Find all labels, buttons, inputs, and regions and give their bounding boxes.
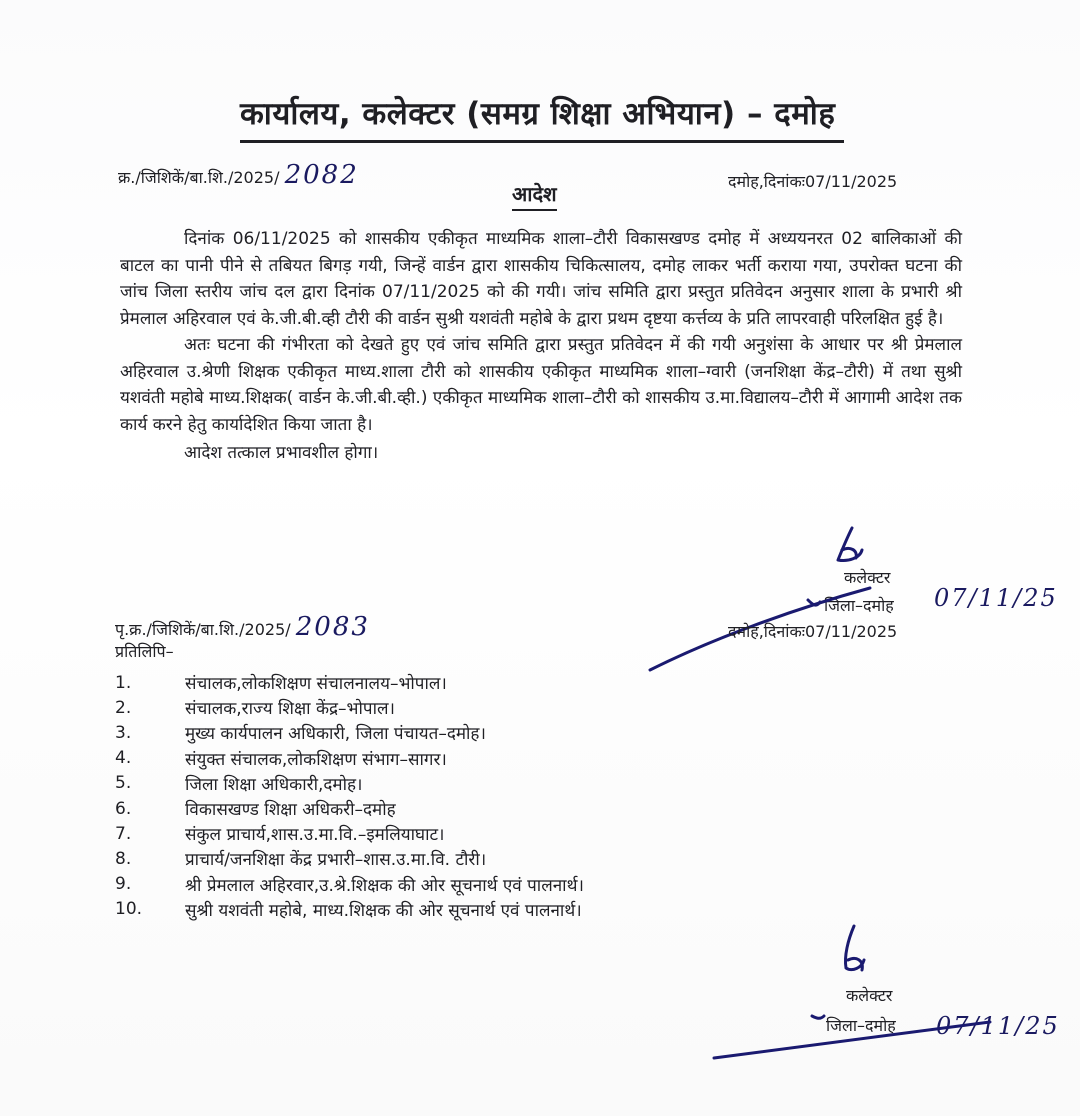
- list-item: 9. श्री प्रेमलाल अहिरवार,उ.श्रे.शिक्षक की ओर सूचनार्थ एवं पालनार्थ।: [115, 874, 584, 896]
- list-item: 4. संयुक्त संचालक,लोकशिक्षण संभाग–सागर।: [115, 748, 447, 770]
- endorsement-date-value: 07/11/2025: [804, 622, 898, 641]
- copy-list: [115, 670, 815, 922]
- order-heading: आदेश: [512, 180, 557, 211]
- list-item: 6. विकासखण्ड शिक्षा अधिकरी–दमोह: [115, 798, 396, 821]
- order-date: [728, 170, 897, 192]
- list-item: 5. जिला शिक्षा अधिकारी,दमोह।: [115, 773, 363, 795]
- signature2-handwritten-date: 07/11/25: [936, 1012, 1060, 1040]
- order-paragraph-1: दिनांक 06/11/2025 को शासकीय एकीकृत माध्यमिक शाला–टौरी विकासखण्ड दमोह में अध्ययनरत 02 बालिकाओं की बाटल का पानी पीने से तबियत बिगड़ गयी, जिन्हें वार्डन द्वारा शासकीय चिकित्सालय, दमोह लाकर भर्ती कराया गया, उपरोक्त घटना की जांच जिला स्तरीय जांच दल द्वारा दिनांक 07/11/2025 को की गयी। जांच समिति द्वारा प्रस्तुत प्रतिवेदन अनुसार शाला के प्रभारी श्री प्रेमलाल अहिरवाल एवं के.जी.बी.व्ही टौरी की वार्डन सुश्री यशवंती महोबे के द्वारा प्रथम दृष्टया कर्त्तव्य के प्रति लापरवाही परिलक्षित हुई है।: [120, 229, 962, 329]
- endorsement-date-label: दमोह,दिनांकः: [728, 622, 805, 641]
- signature1-designation: कलेक्टर: [844, 568, 891, 587]
- list-item: 10. सुश्री यशवंती महोबे, माध्य.शिक्षक की ओर सूचनार्थ एवं पालनार्थ।: [115, 899, 582, 921]
- order-reference: [118, 160, 359, 190]
- list-item: 8. प्राचार्य/जनशिक्षा केंद्र प्रभारी–शास.उ.मा.वि. टौरी।: [115, 848, 487, 871]
- list-item: 7. संकुल प्राचार्य,शास.उ.मा.वि.–इमलियाघाट।: [115, 823, 445, 846]
- endorsement-ref-number: 2083: [295, 612, 370, 642]
- copy-to-label: प्रतिलिपि–: [115, 642, 174, 661]
- office-title: कार्यालय, कलेक्टर (समग्र शिक्षा अभियान) – दमोह: [240, 96, 836, 132]
- list-item: 3. मुख्य कार्यपालन अधिकारी, जिला पंचायत–दमोह।: [115, 722, 486, 745]
- order-ref-number: 2082: [284, 160, 359, 190]
- signature1-district: जिला–दमोह: [824, 596, 894, 615]
- order-body: [120, 226, 962, 467]
- signature1-handwritten-date: 07/11/25: [934, 584, 1058, 612]
- signature2-designation: कलेक्टर: [846, 986, 893, 1005]
- title-underline: [240, 140, 844, 143]
- list-item: 1. संचालक,लोकशिक्षण संचालनालय–भोपाल।: [115, 672, 447, 695]
- signature-slash-2: [700, 1010, 1000, 1070]
- signature2-district: जिला–दमोह: [826, 1016, 896, 1035]
- order-paragraph-2: अतः घटना की गंभीरता को देखते हुए एवं जांच समिति द्वारा प्रस्तुत प्रतिवेदन में की गयी अनुशंसा के आधार पर श्री प्रेमलाल अहिरवाल उ.श्रेणी शिक्षक एकीकृत माध्य.शाला टौरी को शासकीय एकीकृत माध्यमिक शाला–ग्वारी (जनशिक्षा केंद्र–टौरी) में तथा सुश्री यशवंती महोबे माध्य.शिक्षक( वार्डन के.जी.बी.व्ही.) एकीकृत माध्यमिक शाला–टौरी को शासकीय उ.मा.विद्यालय–टौरी में आगामी आदेश तक कार्य करने हेतु कार्यादेशित किया जाता है।: [120, 335, 962, 435]
- endorsement-date: [728, 620, 897, 642]
- order-date-label: दमोह,दिनांकः: [728, 172, 805, 191]
- endorsement-ref-prefix: पृ.क्र./जिशिकें/बा.शि./2025/: [115, 620, 291, 639]
- order-ref-prefix: क्र./जिशिकें/बा.शि./2025/: [118, 168, 280, 187]
- endorsement-reference: [115, 612, 370, 642]
- order-date-value: 07/11/2025: [804, 172, 898, 191]
- list-item: 2. संचालक,राज्य शिक्षा केंद्र–भोपाल।: [115, 697, 395, 720]
- order-effective-line: आदेश तत्काल प्रभावशील होगा।: [184, 443, 379, 463]
